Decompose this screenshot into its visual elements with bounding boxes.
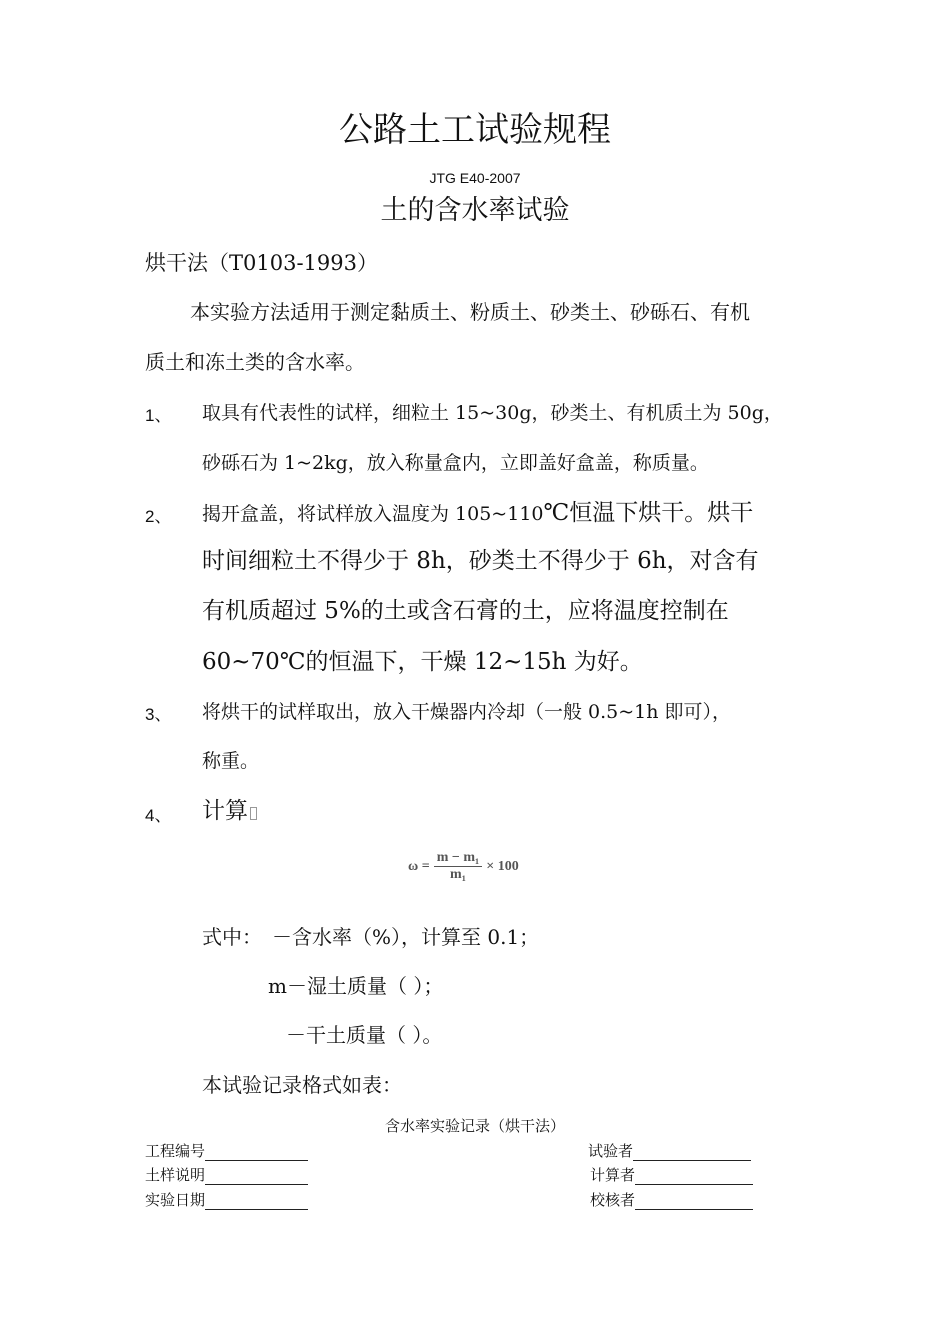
legend-line-1: 式中： －含水率（%），计算至 0.1； <box>202 925 540 949</box>
step-2-line-1-big: ℃恒温下烘干。烘干 <box>543 500 754 526</box>
formula-numerator: m − m₁ <box>434 850 483 867</box>
step-1-line-2: 砂砾石为 1~2kg，放入称量盒内，立即盖好盒盖，称质量。 <box>202 452 709 474</box>
field-label: 土样说明 <box>145 1166 206 1184</box>
formula-lhs: ω = <box>408 858 430 874</box>
legend-line-3: －干土质量（ ）。 <box>286 1023 443 1047</box>
blank-line[interactable] <box>205 1193 308 1210</box>
step-1-line-1: 取具有代表性的试样，细粒土 15~30g，砂类土、有机质土为 50g， <box>202 402 783 424</box>
step-number-1: 1、 <box>145 406 172 425</box>
document-subtitle: 土的含水率试验 <box>380 195 570 226</box>
step-number-3: 3、 <box>145 705 172 724</box>
step-2-line-4: 60~70℃的恒温下，干燥 12~15h 为好。 <box>202 649 643 675</box>
step-2-line-1 <box>202 494 753 527</box>
field-project-number <box>145 1140 308 1161</box>
field-test-date <box>145 1189 308 1210</box>
intro-line-1: 本实验方法适用于测定黏质土、粉质土、砂类土、砂砾石、有机 <box>190 300 750 324</box>
legend-line-4: 本试验记录格式如表： <box>202 1073 402 1097</box>
record-caption: 含水率实验记录（烘干法） <box>384 1117 565 1135</box>
step-2-line-3: 有机质超过 5%的土或含石膏的土，应将温度控制在 <box>202 598 729 624</box>
step-2-line-2: 时间细粒土不得少于 8h，砂类土不得少于 6h，对含有 <box>202 548 759 574</box>
field-tester <box>588 1140 751 1161</box>
blank-line[interactable] <box>635 1168 753 1185</box>
step-2-line-1-small: 揭开盒盖，将试样放入温度为 105~110 <box>202 503 544 525</box>
step-number-2: 2、 <box>145 507 172 526</box>
blank-line[interactable] <box>205 1168 308 1185</box>
method-heading: 烘干法（T0103-1993） <box>145 251 378 275</box>
field-checker <box>590 1189 753 1210</box>
document-title: 公路土工试验规程 <box>339 110 611 150</box>
formula-rhs: × 100 <box>486 858 519 874</box>
intro-line-2: 质土和冻土类的含水率。 <box>145 350 365 374</box>
step-4-text: 计算 <box>202 798 248 824</box>
blank-line[interactable] <box>205 1144 308 1161</box>
text-cursor-icon <box>250 807 257 820</box>
blank-line[interactable] <box>633 1144 751 1161</box>
step-4-line-1 <box>202 792 257 825</box>
field-label: 计算者 <box>590 1166 636 1184</box>
blank-line[interactable] <box>635 1193 753 1210</box>
formula-denominator: m₁ <box>450 867 466 882</box>
formula-fraction <box>434 850 483 883</box>
field-label: 试验者 <box>588 1142 634 1160</box>
field-soil-description <box>145 1164 308 1185</box>
step-3-line-2: 称重。 <box>202 750 260 772</box>
field-label: 实验日期 <box>145 1191 206 1209</box>
field-label: 校核者 <box>590 1191 636 1209</box>
field-label: 工程编号 <box>145 1142 206 1160</box>
moisture-formula <box>408 850 519 883</box>
field-calculator <box>590 1164 753 1185</box>
legend-line-2: m－湿土质量（ ）； <box>268 974 444 998</box>
step-3-line-1: 将烘干的试样取出，放入干燥器内冷却（一般 0.5~1h 即可）， <box>202 701 732 723</box>
standard-code: JTG E40-2007 <box>429 170 521 186</box>
step-number-4: 4、 <box>145 806 172 825</box>
